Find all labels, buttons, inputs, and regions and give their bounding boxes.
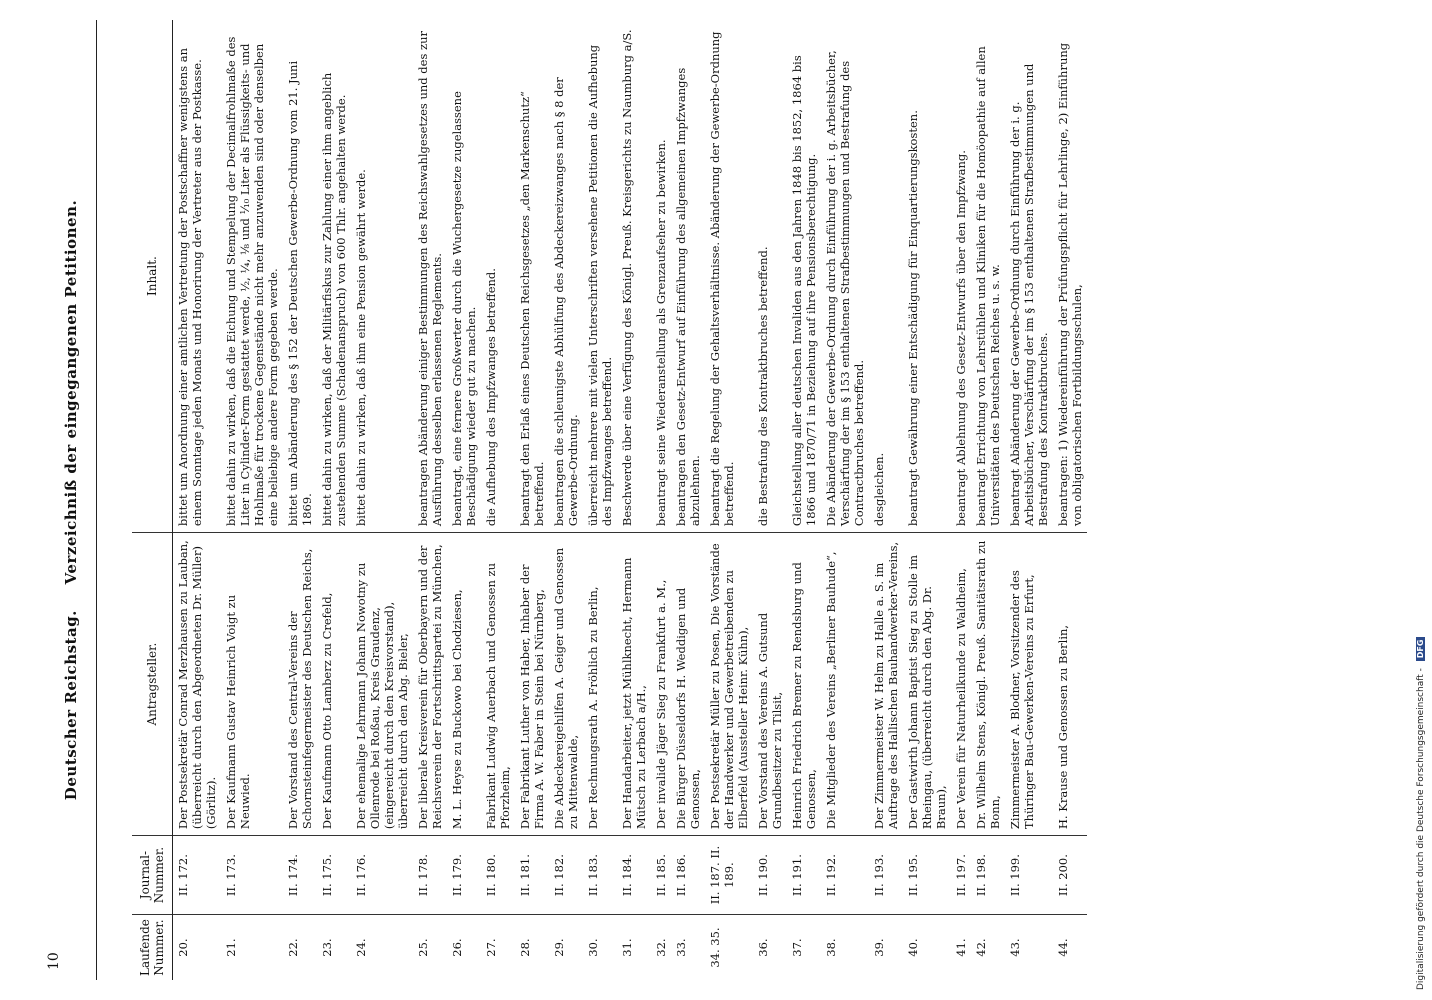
inhalt-cell: beantragt, eine fernere Großwerter durch die Wuchergesetze zugelassene Beschädigung wieder gut zu machen. [450,91,478,527]
journal-nummer-cell: II. 200. [1053,836,1087,915]
antragsteller-cell: H. Krause und Genossen zu Berlin, [1053,533,1087,836]
table-row [515,20,549,980]
laufende-nummer-cell: 39. [869,915,903,980]
laufende-nummer-cell: 21. [221,915,283,980]
inhalt-cell: beantragt die Regelung der Gehaltsverhältnisse. Abänderung der Gewerbe-Ordnung betreffend. [708,31,736,527]
laufende-nummer-cell: 43. [1005,915,1053,980]
journal-nummer-cell: II. 178. [413,836,447,915]
col-antragsteller: Antragsteller. [132,533,173,836]
antragsteller-cell: Die Bürger Düsseldorfs H. Weddigen und Genossen, [671,533,705,836]
journal-nummer-cell: II. 193. [869,836,903,915]
antragsteller-cell: Zimmermeister A. Blodner, Vorsitzender des Thüringer Bau-Gewerken-Vereins zu Erfurt, [1005,533,1053,836]
laufende-nummer-cell: 37. [787,915,821,980]
table-row [413,20,447,980]
table-row [317,20,351,980]
antragsteller-cell: Der Handarbeiter, jetzt Mühlknecht, Hermann Mütsch zu Lerbach a/H., [617,533,651,836]
table-row [1053,20,1087,980]
table-row [549,20,583,980]
laufende-nummer-cell: 40. [903,915,951,980]
antragsteller-cell: Der Zimmermeister W. Helm zu Halle a. S. im Auftrage des Hallischen Bauhandwerker-Vereins, [869,533,903,836]
laufende-nummer-cell: 20. [173,915,222,980]
journal-nummer-cell: II. 181. [515,836,549,915]
rotated-document-page [40,20,1320,980]
table-row [787,20,821,980]
table-row [617,20,651,980]
antragsteller-cell: Der Verein für Naturheilkunde zu Waldheim, [951,533,971,836]
antragsteller-cell: Der Postsekretär Conrad Merzhausen zu Lauban, (überreicht durch den Abgeordneten Dr. Müller) (Görlitz). [173,533,222,836]
table-row [447,20,481,980]
journal-nummer-cell: II. 187. II. 189. [705,836,753,915]
inhalt-cell: beantragt den Erlaß eines Deutschen Reichsgesetzes „den Markenschutz“ betreffend. [518,91,546,527]
laufende-nummer-cell: 27. [481,915,515,980]
journal-nummer-cell: II. 174. [283,836,317,915]
inhalt-cell: beantragt Abänderung der Gewerbe-Ordnung durch Einführung der i. g. Arbeitsbücher, Verschärfung der im § 153 enthaltenen Strafbestimmungen und Bestrafung des Kontraktbruches. [1008,63,1050,527]
laufende-nummer-cell: 33. [671,915,705,980]
inhalt-cell: beantragen die schleunigste Abhülfung des Abdeckereizwanges nach § 8 der Gewerbe-Ordnung. [552,77,580,527]
antragsteller-cell: Die Abdeckereigehilfen A. Geiger und Genossen zu Mittenwalde, [549,533,583,836]
dfg-credit-text: Digitalisierung gefördert durch die Deutsche Forschungsgemeinschaft - [1416,668,1426,990]
journal-nummer-cell: II. 199. [1005,836,1053,915]
journal-nummer-cell: II. 197. [951,836,971,915]
header-right: Verzeichniß der eingegangenen Petitionen. [62,199,80,585]
laufende-nummer-cell: 29. [549,915,583,980]
laufende-nummer-cell: 44. [1053,915,1087,980]
laufende-nummer-cell: 36. [753,915,787,980]
antragsteller-cell: Dr. Wilhelm Stens, Königl. Preuß. Sanitätsrath zu Bonn, [971,533,1005,836]
page-header [62,20,80,980]
table-row [283,20,317,980]
inhalt-cell: bittet um Abänderung des § 152 der Deutschen Gewerbe-Ordnung vom 21. Juni 1869. [286,60,314,527]
inhalt-cell: Gleichstellung aller deutschen Invaliden aus den Jahren 1848 bis 1852, 1864 bis 1866 und 1870/71 in Beziehung auf ihre Pensionsberechtigung. [790,55,818,527]
laufende-nummer-cell: 38. [821,915,869,980]
inhalt-cell: bittet dahin zu wirken, daß ihm eine Pension gewährt werde. [354,169,368,527]
inhalt-cell: bittet dahin zu wirken, daß die Eichung und Stempelung der Decimalfrohlmaße des Liter in Cylinder-Form gestattet werde, ½, ¼, ⅛ und ¹⁄₁₀ Liter als Flüssigkeits- und Hohlmaße für trockene Gegenstände nicht mehr anzuwenden sind oder denselben eine beliebige andere Form gegeben werde. [224,36,280,527]
laufende-nummer-cell: 42. [971,915,1005,980]
journal-nummer-cell: II. 180. [481,836,515,915]
inhalt-cell: beantragen den Gesetz-Entwurf auf Einführung des allgemeinen Impfzwanges abzulehnen. [674,67,702,527]
inhalt-cell: desgleichen. [872,452,886,527]
laufende-nummer-cell: 28. [515,915,549,980]
header-left: Deutscher Reichstag. [62,610,80,801]
table-header-row [132,20,173,980]
dfg-logo: DFG [1416,637,1425,662]
journal-nummer-cell: II. 182. [549,836,583,915]
table-row [173,20,222,980]
laufende-nummer-cell: 30. [583,915,617,980]
inhalt-cell: beantragt Errichtung von Lehrstühlen und Kliniken für die Homöopathie auf allen Universitäten des Deutschen Reiches u. s. w. [974,46,1002,527]
table-row [671,20,705,980]
table-row [971,20,1005,980]
inhalt-cell: beantragen Abänderung einiger Bestimmungen des Reichswahlgesetzes und des zur Ausführung desselben erlassenen Reglements. [416,31,444,527]
laufende-nummer-cell: 32. [651,915,671,980]
journal-nummer-cell: II. 184. [617,836,651,915]
inhalt-cell: beantragen: 1) Wiedereinführung der Prüfungspflicht für Lehrlinge, 2) Einführung von obligatorischen Fortbildungsschulen, [1056,42,1084,527]
antragsteller-cell: Der ehemalige Lehrmann Johann Nowotny zu Ollenrode bei Roßau, Kreis Graudenz, (eingereicht durch den Kreisvorstand), überreicht durch den Abg. Bieler, [351,533,413,836]
antragsteller-cell: Der Vorstand des Central-Vereins der Schornsteinfegermeister des Deutschen Reichs, [283,533,317,836]
table-row [753,20,787,980]
antragsteller-cell: Der Vorstand des Vereins A. Gutsund Grundbesitzer zu Tilsit, [753,533,787,836]
antragsteller-cell: Der liberale Kreisverein für Oberbayern und der Reichsverein der Fortschrittspartei zu München, [413,533,447,836]
inhalt-cell: beantragt Ablehnung des Gesetz-Entwurfs über den Impfzwang. [954,150,968,527]
col-laufende-nummer: Laufende Nummer. [132,915,173,980]
antragsteller-cell: Der Kaufmann Otto Lamberz zu Crefeld, [317,533,351,836]
laufende-nummer-cell: 41. [951,915,971,980]
antragsteller-cell: Der invalide Jäger Sieg zu Frankfurt a. M., [651,533,671,836]
journal-nummer-cell: II. 190. [753,836,787,915]
table-row [351,20,413,980]
laufende-nummer-cell: 26. [447,915,481,980]
col-inhalt: Inhalt. [132,20,173,533]
inhalt-cell: überreicht mehrere mit vielen Unterschriften versehene Petitionen die Aufhebung des Impfzwanges betreffend. [586,44,614,527]
petitions-table [132,20,1087,980]
table-row [705,20,753,980]
antragsteller-cell: Der Gastwirth Johann Baptist Sieg zu Stolle im Rheingau, (überreicht durch den Abg. Dr. Braun), [903,533,951,836]
inhalt-cell: die Bestrafung des Kontraktbruches betreffend. [756,246,770,527]
table-row [651,20,671,980]
inhalt-cell: die Aufhebung des Impfzwanges betreffend. [484,268,498,527]
antragsteller-cell: Die Mitglieder des Vereins „Berliner Bauhude“, [821,533,869,836]
table-row [903,20,951,980]
journal-nummer-cell: II. 175. [317,836,351,915]
journal-nummer-cell: II. 179. [447,836,481,915]
journal-nummer-cell: II. 183. [583,836,617,915]
journal-nummer-cell: II. 198. [971,836,1005,915]
laufende-nummer-cell: 23. [317,915,351,980]
antragsteller-cell: Heinrich Friedrich Bremer zu Rendsburg und Genossen, [787,533,821,836]
digitization-credit [1416,400,1430,990]
page-number: 10 [46,952,62,970]
inhalt-cell: bittet um Anordnung einer amtlichen Vertretung der Postschaffner wenigstens an einem Sonntage jeden Monats und Honorirung der Vertreter aus der Postkasse. [176,47,204,527]
journal-nummer-cell: II. 172. [173,836,222,915]
table-body [173,20,1088,980]
inhalt-cell: bittet dahin zu wirken, daß der Militärfiskus zur Zahlung einer ihm angeblich zustehenden Summe (Schadenanspruch) von 600 Thlr. angehalten werde. [320,72,348,527]
antragsteller-cell: Der Rechnungsrath A. Fröhlich zu Berlin, [583,533,617,836]
journal-nummer-cell: II. 191. [787,836,821,915]
laufende-nummer-cell: 31. [617,915,651,980]
journal-nummer-cell: II. 186. [671,836,705,915]
laufende-nummer-cell: 22. [283,915,317,980]
table-row [583,20,617,980]
journal-nummer-cell: II. 185. [651,836,671,915]
laufende-nummer-cell: 25. [413,915,447,980]
journal-nummer-cell: II. 195. [903,836,951,915]
table-row [481,20,515,980]
journal-nummer-cell: II. 173. [221,836,283,915]
header-divider [96,20,97,980]
antragsteller-cell: Der Postsekretär Müller zu Posen, Die Vorstände der Handwerker und Gewerbetreibenden zu Elberfeld (Aussteller Heinr. Kühn), [705,533,753,836]
table-row [221,20,283,980]
antragsteller-cell: M. L. Heyse zu Buckowo bei Chodziesen, [447,533,481,836]
inhalt-cell: beantragt seine Wiederanstellung als Grenzaufseher zu bewirken. [654,139,668,527]
antragsteller-cell: Der Fabrikant Luther von Haber, Inhaber der Firma A. W. Faber in Stein bei Nürnberg, [515,533,549,836]
col-journal-nummer: Journal-Nummer. [132,836,173,915]
table-row [951,20,971,980]
laufende-nummer-cell: 34. 35. [705,915,753,980]
table-row [1005,20,1053,980]
table-row [869,20,903,980]
journal-nummer-cell: II. 176. [351,836,413,915]
inhalt-cell: Beschwerde über eine Verfügung des Königl. Preuß. Kreisgerichts zu Naumburg a/S. [620,29,634,527]
inhalt-cell: beantragt Gewährung einer Entschädigung für Einquartierungskosten. [906,110,920,527]
journal-nummer-cell: II. 192. [821,836,869,915]
antragsteller-cell: Der Kaufmann Gustav Heinrich Voigt zu Neuwied. [221,533,283,836]
table-row [821,20,869,980]
laufende-nummer-cell: 24. [351,915,413,980]
antragsteller-cell: Fabrikant Ludwig Auerbach und Genossen zu Pforzheim, [481,533,515,836]
inhalt-cell: Die Abänderung der Gewerbe-Ordnung durch Einführung der i. g. Arbeitsbücher, Verschärfung der im § 153 enthaltenen Strafbestimmungen und Bestrafung des Contractbruches betreffend. [824,50,866,527]
